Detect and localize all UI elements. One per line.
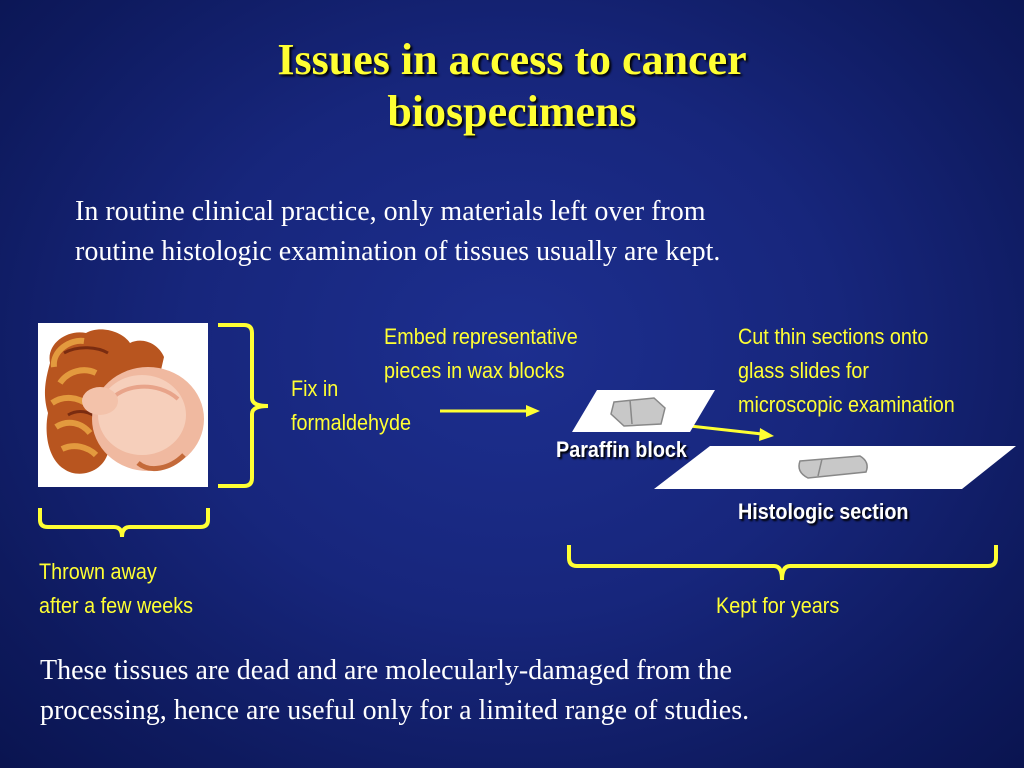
thrown-away-brace	[40, 508, 208, 537]
cut-label-line-1: Cut thin sections onto	[738, 324, 929, 349]
cut-label	[738, 320, 955, 422]
kept-label	[716, 589, 839, 623]
arrow-to-block-head	[526, 405, 540, 417]
paraffin-tissue-piece	[611, 398, 665, 426]
fix-label-line-1: Fix in	[291, 376, 339, 401]
intro-line-1: In routine clinical practice, only materials left over from	[75, 196, 706, 227]
embed-label-line-2: pieces in wax blocks	[384, 358, 565, 383]
conclusion-text	[40, 651, 749, 731]
thrown-away-label	[39, 555, 193, 623]
paraffin-block-label: Paraffin block	[556, 437, 687, 462]
conclusion-line-1: These tissues are dead and are molecularly-damaged from the	[40, 655, 732, 686]
thrown-away-line-1: Thrown away	[39, 559, 157, 584]
kept-brace	[569, 545, 996, 580]
conclusion-line-2: processing, hence are useful only for a limited range of studies.	[40, 695, 750, 726]
histologic-section-label: Histologic section	[738, 499, 909, 524]
kept-label-line-1: Kept for years	[716, 593, 840, 618]
title-line-2: biospecimens	[387, 87, 637, 136]
specimen-brace	[218, 325, 268, 486]
intro-line-2: routine histologic examination of tissues usually are kept.	[75, 236, 721, 267]
fix-label-line-2: formaldehyde	[291, 410, 411, 435]
embed-label	[384, 320, 578, 388]
thrown-away-line-2: after a few weeks	[39, 593, 194, 618]
arrow-to-slide-head	[759, 428, 774, 441]
title-line-1: Issues in access to cancer	[277, 35, 747, 84]
arrow-to-slide	[690, 426, 762, 434]
cut-label-line-3: microscopic examination	[738, 392, 955, 417]
cut-label-line-2: glass slides for	[738, 358, 869, 383]
embed-label-line-1: Embed representative	[384, 324, 578, 349]
